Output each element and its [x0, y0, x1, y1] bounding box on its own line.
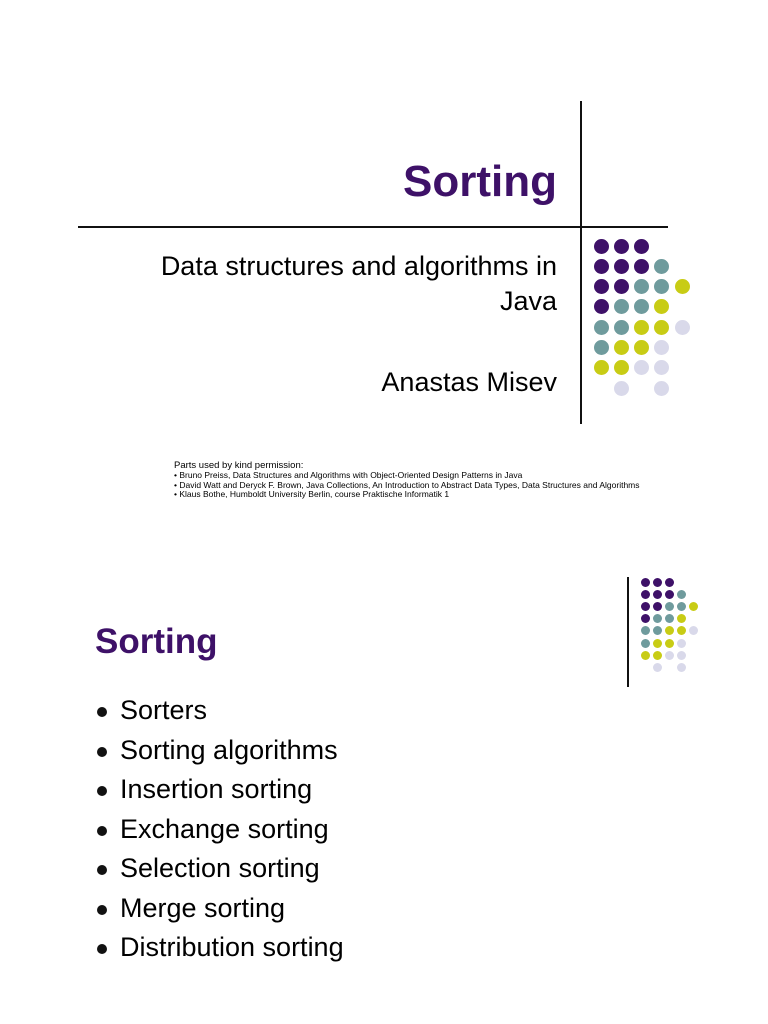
decorative-dot — [653, 578, 662, 587]
bullet-item — [95, 731, 344, 771]
decorative-dot — [614, 381, 629, 396]
slide1-author: Anastas Misev — [381, 367, 557, 397]
bullet-icon — [97, 707, 107, 717]
bullet-text: Merge sorting — [120, 892, 286, 923]
decorative-dot — [641, 626, 650, 635]
bullet-text: Distribution sorting — [120, 932, 344, 962]
decorative-dot — [665, 602, 674, 611]
decorative-dot — [675, 279, 690, 294]
decorative-dot — [614, 340, 629, 355]
decorative-dot — [654, 299, 669, 314]
decorative-dot — [689, 602, 698, 611]
slide1-vertical-rule — [580, 101, 582, 424]
decorative-dot — [641, 651, 650, 660]
decorative-dot — [665, 578, 674, 587]
decorative-dot — [614, 299, 629, 314]
decorative-dot — [665, 626, 674, 635]
decorative-dot — [677, 590, 686, 599]
decorative-dot — [654, 381, 669, 396]
decorative-dot — [689, 626, 698, 635]
decorative-dot — [634, 259, 649, 274]
bullet-icon — [97, 905, 107, 915]
bullet-text: Selection sorting — [120, 853, 320, 883]
decorative-dot — [653, 639, 662, 648]
bullet-text: Sorters — [120, 695, 208, 725]
bullet-text: Exchange sorting — [120, 813, 329, 844]
decorative-dot — [634, 239, 649, 254]
credits-block — [174, 460, 640, 500]
decorative-dot — [675, 320, 690, 335]
decorative-dot — [665, 614, 674, 623]
decorative-dot — [654, 340, 669, 355]
bullet-icon — [97, 944, 107, 954]
decorative-dot — [653, 614, 662, 623]
decorative-dot — [594, 299, 609, 314]
decorative-dot — [653, 590, 662, 599]
decorative-dot — [634, 320, 649, 335]
bullet-icon — [97, 826, 107, 836]
bullet-icon — [97, 747, 107, 757]
decorative-dot — [653, 651, 662, 660]
decorative-dot — [654, 279, 669, 294]
slide1-subtitle — [97, 249, 557, 319]
decorative-dot — [677, 651, 686, 660]
bullet-item — [95, 770, 344, 810]
decorative-dot — [614, 259, 629, 274]
bullet-text: Sorting algorithms — [120, 734, 338, 765]
decorative-dot — [594, 239, 609, 254]
decorative-dot — [614, 320, 629, 335]
subtitle-line: Data structures and algorithms in — [160, 251, 557, 281]
bullet-item — [95, 928, 344, 968]
decorative-dot — [653, 626, 662, 635]
bullet-item — [95, 691, 344, 731]
bullet-icon — [97, 786, 107, 796]
bullet-item — [95, 849, 344, 889]
decorative-dot — [641, 614, 650, 623]
decorative-dot — [614, 239, 629, 254]
decorative-dot — [634, 279, 649, 294]
decorative-dot — [634, 299, 649, 314]
decorative-dot — [614, 360, 629, 375]
decorative-dot — [641, 639, 650, 648]
decorative-dot — [653, 663, 662, 672]
bullet-text: Insertion sorting — [120, 774, 313, 804]
credits-heading: Parts used by kind permission: — [174, 460, 304, 471]
credits-item: • Bruno Preiss, Data Structures and Algorithms with Object-Oriented Design Patterns in Java — [174, 470, 523, 480]
decorative-dot — [654, 259, 669, 274]
decorative-dot — [614, 279, 629, 294]
decorative-dot — [641, 602, 650, 611]
decorative-dot — [641, 578, 650, 587]
decorative-dot — [677, 602, 686, 611]
decorative-dot — [594, 340, 609, 355]
decorative-dot — [665, 590, 674, 599]
decorative-dot — [634, 360, 649, 375]
decorative-dot — [665, 639, 674, 648]
decorative-dot — [677, 614, 686, 623]
slide1-horizontal-rule — [78, 226, 668, 228]
slide1-title: Sorting — [403, 157, 557, 206]
decorative-dot — [594, 259, 609, 274]
decorative-dot — [653, 602, 662, 611]
bullet-item — [95, 810, 344, 850]
bullet-icon — [97, 865, 107, 875]
decorative-dot — [634, 340, 649, 355]
decorative-dot — [665, 651, 674, 660]
decorative-dot — [594, 360, 609, 375]
decorative-dot — [654, 320, 669, 335]
decorative-dot — [677, 663, 686, 672]
bullet-item — [95, 889, 344, 929]
decorative-dot — [677, 639, 686, 648]
decorative-dot — [677, 626, 686, 635]
slide2-title: Sorting — [95, 622, 218, 661]
decorative-dot — [641, 590, 650, 599]
subtitle-line: Java — [499, 286, 557, 316]
slide2-vertical-rule — [627, 577, 629, 687]
decorative-dot — [654, 360, 669, 375]
decorative-dot — [594, 279, 609, 294]
credits-item: • David Watt and Deryck F. Brown, Java Collections, An Introduction to Abstract Data Types, Data Structures and Algorithms — [174, 479, 640, 490]
credits-item: • Klaus Bothe, Humboldt University Berlin, course Praktische Informatik 1 — [174, 489, 450, 499]
slide2-bullet-list — [95, 691, 344, 968]
decorative-dot — [594, 320, 609, 335]
